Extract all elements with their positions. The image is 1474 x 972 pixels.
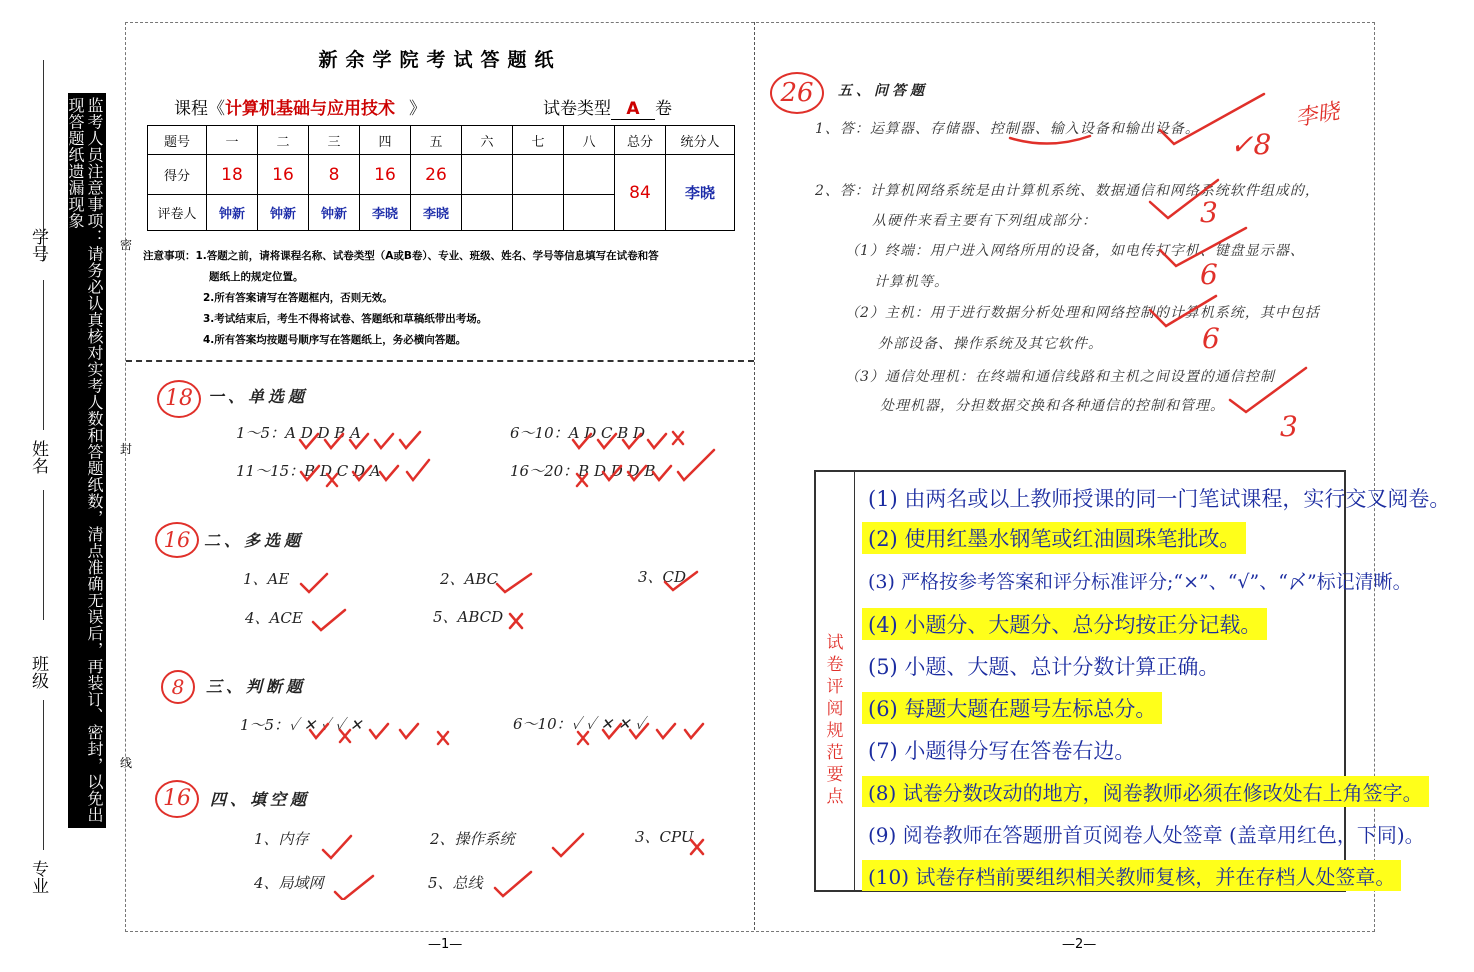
instruction-item: 1.答题之前，请将课程名称、试卷类型（A或B卷）、专业、班级、姓名、学号等信息填写在试卷和答 [195, 250, 659, 262]
grader-cell: 钟新 [309, 195, 360, 231]
instruction-item: 题纸上的规定位置。 [209, 271, 304, 283]
margin-label-name: 姓名 [28, 440, 48, 474]
answer-line: 2、ABC [440, 570, 499, 588]
section-title-single-choice: 一、单选题 [208, 387, 309, 406]
margin-label-major: 专业 [28, 860, 48, 894]
qa-score-mark: 6 [1200, 258, 1218, 291]
answer-line: 16～20：B D D D B [510, 462, 656, 480]
row-label-score: 得分 [148, 155, 207, 195]
answer-line: 5、总线 [428, 874, 483, 892]
grader-cell: 钟新 [258, 195, 309, 231]
course-prefix: 课程《 [174, 99, 225, 119]
tallier-name: 李晓 [666, 155, 735, 231]
rule-item: (9) 阅卷教师在答题册首页阅卷人处签章 (盖章用红色，下同)。 [868, 823, 1425, 847]
instruction-item: 2.所有答案请写在答题框内，否则无效。 [203, 292, 393, 304]
seal-char-mi: 密 [120, 238, 133, 252]
grading-marks [125, 360, 755, 900]
answer-line: 4、局域网 [254, 874, 324, 892]
margin-label-student-id: 学号 [28, 228, 48, 262]
col-header: 五 [411, 126, 462, 155]
answer-line: 3、CPU [635, 828, 694, 846]
grader-cell [462, 195, 513, 231]
score-cell: 16 [258, 155, 309, 195]
col-header: 四 [360, 126, 411, 155]
rule-item: (7) 小题得分写在答卷右边。 [868, 739, 1136, 763]
binding-line [43, 700, 44, 850]
tallier-header: 统分人 [666, 126, 735, 155]
rule-item: (10) 试卷存档前要组织相关教师复核，并在存档人处签章。 [862, 860, 1401, 891]
page-title: 新余学院考试答题纸 [318, 49, 562, 71]
instructions-label: 注意事项： [143, 250, 196, 262]
qa-answer-line: 外部设备、操作系统及其它软件。 [878, 336, 1103, 352]
col-header: 二 [258, 126, 309, 155]
margin-label-class: 班级 [28, 655, 48, 689]
seal-char-feng: 封 [120, 442, 133, 456]
grader-cell: 李晓 [360, 195, 411, 231]
rule-item: (4) 小题分、大题分、总分均按正分记载。 [862, 608, 1267, 640]
score-table [147, 125, 735, 231]
total-header: 总分 [615, 126, 666, 155]
paper-type [543, 94, 672, 120]
qa-score-mark: ✓8 [1230, 128, 1272, 161]
paper-type-value: A [611, 99, 655, 120]
instructions [143, 246, 659, 351]
section-title-fill-blank: 四、填空题 [210, 790, 311, 809]
answer-line: 1、内存 [254, 830, 309, 848]
answer-line: 1～5：A D D B A [236, 424, 361, 442]
score-cell: 8 [309, 155, 360, 195]
section-score-circle: 16 [155, 780, 199, 818]
paper-type-label: 试卷类型 [543, 99, 611, 119]
grader-cell [513, 195, 564, 231]
section-title-qa: 五、问答题 [838, 83, 928, 99]
answer-line: 2、操作系统 [430, 830, 515, 848]
rule-item: (2) 使用红墨水钢笔或红油圆珠笔批改。 [862, 522, 1246, 554]
col-header: 六 [462, 126, 513, 155]
rule-item: (5) 小题、大题、总计分数计算正确。 [868, 655, 1220, 679]
qa-answer-line: （3）通信处理机：在终端和通信线路和主机之间设置的通信控制 [845, 369, 1275, 385]
page-number: —1— [428, 937, 463, 952]
instruction-item: 3.考试结束后，考生不得将试卷、答题纸和草稿纸带出考场。 [203, 313, 488, 325]
qa-score-mark: 3 [1200, 196, 1218, 229]
section-title-true-false: 三、判断题 [206, 677, 307, 696]
score-cell [513, 155, 564, 195]
qa-ticks [1000, 90, 1360, 450]
score-cell: 16 [360, 155, 411, 195]
answer-line: 4、ACE [245, 609, 303, 627]
qa-score-mark: 6 [1202, 322, 1220, 355]
course-suffix: 》 [409, 99, 426, 119]
section-score-circle: 18 [157, 380, 201, 418]
grader-cell: 李晓 [411, 195, 462, 231]
score-cell [462, 155, 513, 195]
answer-line: 5、ABCD [433, 608, 504, 626]
score-cell [564, 155, 615, 195]
rules-side-label: 试卷评阅规范要点 [826, 633, 844, 807]
grader-signature: 李晓 [1293, 99, 1342, 132]
grader-cell [564, 195, 615, 231]
rules-side-panel [816, 472, 855, 890]
grading-rules-box [814, 470, 1451, 892]
qa-answer-line: 处理机器，分担数据交换和各种通信的控制和管理。 [880, 398, 1225, 414]
total-score: 84 [615, 155, 666, 231]
col-header: 八 [564, 126, 615, 155]
qa-answer-line: 从硬件来看主要有下列组成部分： [872, 213, 1097, 229]
col-header: 一 [207, 126, 258, 155]
grader-cell: 钟新 [207, 195, 258, 231]
qa-score-mark: 3 [1280, 410, 1298, 443]
qa-answer-line: 计算机等。 [874, 274, 949, 290]
row-label-question: 题号 [148, 126, 207, 155]
answer-line: 3、CD [638, 568, 687, 586]
answer-line: 6～10：A D C B D [510, 424, 646, 442]
seal-char-xian: 线 [120, 756, 133, 770]
rule-item: (3) 严格按参考答案和评分标准评分;“×”、“√”、“〆”标记清晰。 [868, 571, 1412, 593]
row-label-grader: 评卷人 [148, 195, 207, 231]
rule-item: (1) 由两名或以上教师授课的同一门笔试课程，实行交叉阅卷。 [868, 487, 1451, 511]
section-score-circle: 8 [161, 670, 195, 704]
answer-line: 1～5：✓ ✕ ✓ ✓ ✕ [240, 716, 363, 734]
qa-answer-line: （2）主机：用于进行数据分析处理和网络控制的计算机系统，其中包括 [845, 305, 1320, 321]
rule-item: (6) 每题大题在题号左标总分。 [862, 692, 1162, 724]
section-title-multi-choice: 二、多选题 [204, 531, 305, 550]
course-name: 计算机基础与应用技术 [225, 99, 395, 119]
answer-line: 1、AE [243, 570, 290, 588]
rule-item: (8) 试卷分数改动的地方，阅卷教师必须在修改处右上角签字。 [862, 776, 1429, 807]
score-cell: 26 [411, 155, 462, 195]
paper-type-suffix: 卷 [655, 99, 672, 119]
qa-answer-line: 2、答：计算机网络系统是由计算机系统、数据通信和网络系统软件组成的， [815, 183, 1320, 199]
qa-answer-line: （1）终端：用户进入网络所用的设备，如电传打字机、键盘显示器、 [845, 243, 1305, 259]
col-header: 七 [513, 126, 564, 155]
binding-line [43, 490, 44, 620]
binding-line [43, 280, 44, 430]
course-line [174, 94, 426, 119]
col-header: 三 [309, 126, 360, 155]
answer-line: 6～10：✓ ✓ ✕ ✕ ✓ [513, 715, 645, 733]
instruction-item: 4.所有答案均按题号顺序写在答题纸上，务必横向答题。 [203, 334, 467, 346]
qa-answer-line: 1、答：运算器、存储器、控制器、输入设备和输出设备。 [815, 121, 1200, 137]
answer-line: 11～15：B D C D A [236, 462, 381, 480]
section-score-circle: 26 [770, 72, 824, 114]
section-score-circle: 16 [155, 522, 199, 558]
page-number: —2— [1062, 937, 1097, 952]
score-cell: 18 [207, 155, 258, 195]
proctor-notice: 监考人员注意事项：请务必认真核对实考人数和答题纸数，清点准确无误后，再装订、密封，以免出现答题纸遗漏现象 [68, 93, 106, 828]
